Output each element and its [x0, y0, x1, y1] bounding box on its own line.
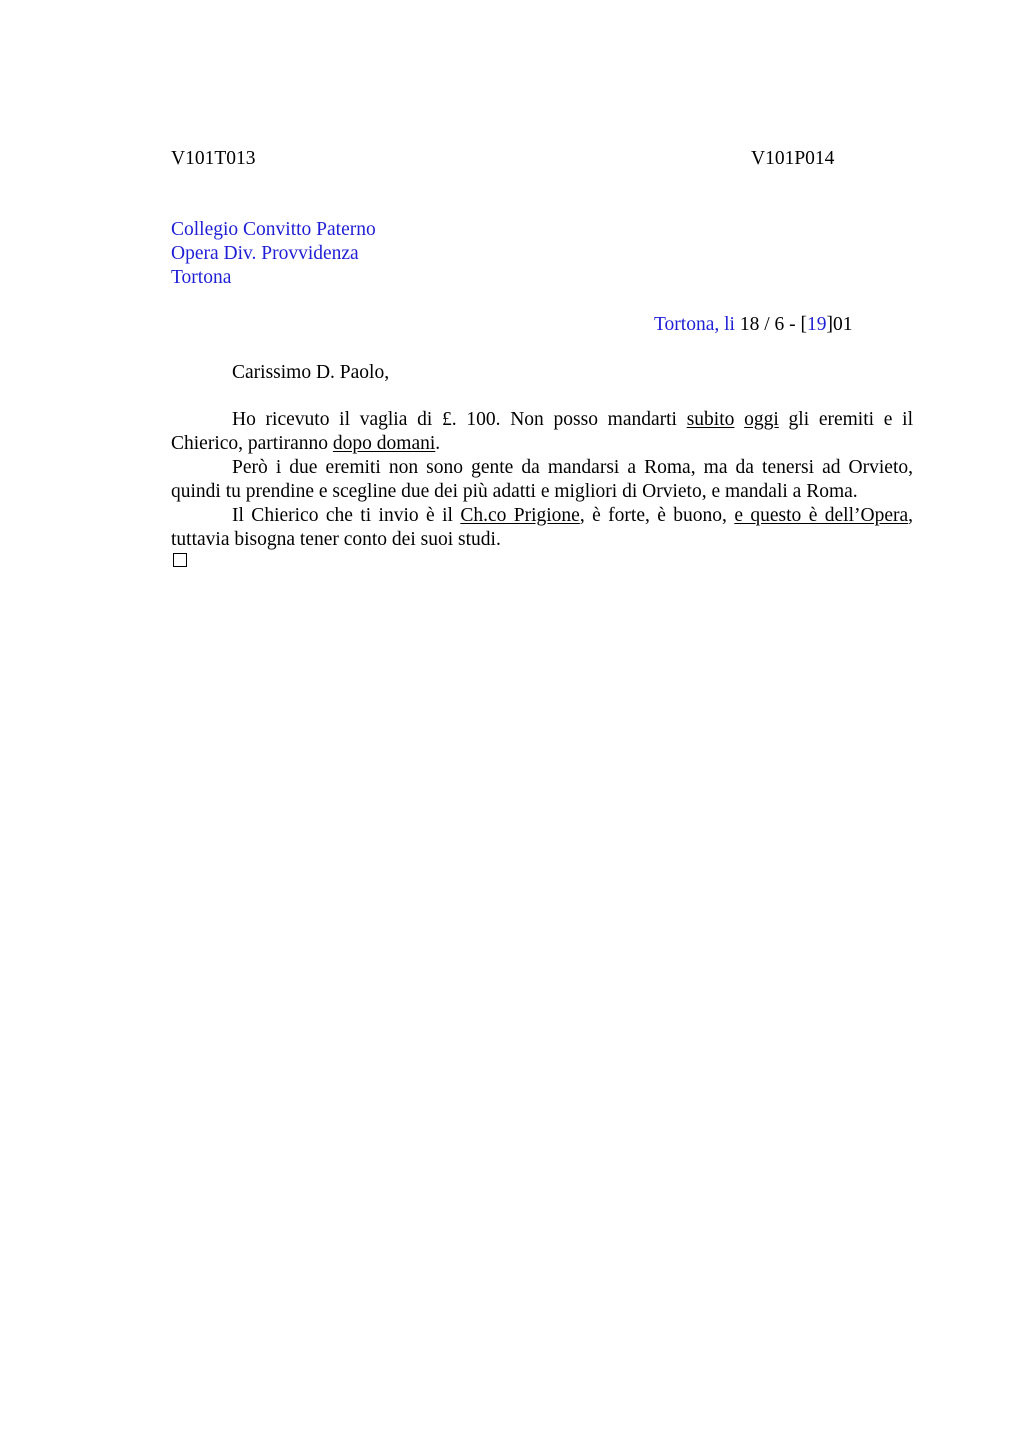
letterhead-line-2: Opera Div. Provvidenza: [171, 243, 359, 264]
dateline-date-part1: 18 / 6 - [: [734, 314, 807, 335]
p1-underlined-3: dopo domani: [332, 433, 436, 454]
salutation: Carissimo D. Paolo,: [232, 362, 390, 383]
dateline-date-part2: ]01: [826, 314, 853, 335]
p3-text-3: , tuttavia bisogna tener conto dei suoi studi.: [171, 505, 914, 550]
p1-text-3: gli eremiti e il Chierico, partiranno: [171, 409, 914, 454]
p3-underlined-1: Ch.co Prigione: [460, 505, 580, 526]
letterhead: [171, 218, 376, 290]
paragraph-2: Però i due eremiti non sono gente da mandarsi a Roma, ma da tenersi ad Orvieto, quindi tu prendine e scegline due dei più adatti e migliori di Orvieto, e mandali a Roma.: [171, 457, 913, 502]
letterhead-line-3: Tortona: [171, 267, 232, 288]
dateline: [654, 313, 852, 337]
document-code-left: V101T013: [171, 148, 256, 169]
letter-body: [171, 408, 913, 552]
paragraph-1: [171, 408, 913, 456]
p1-underlined-1: subito: [686, 409, 735, 430]
dateline-year-bracket: 19: [806, 314, 827, 335]
p3-underlined-2: e questo è dell’Opera: [734, 505, 909, 526]
p1-text-1: Ho ricevuto il vaglia di £. 100. Non posso mandarti: [232, 409, 687, 430]
p3-text-2: , è forte, è buono,: [579, 505, 735, 526]
letterhead-line-1: Collegio Convitto Paterno: [171, 219, 376, 240]
end-marker-square-icon: [173, 553, 187, 567]
p1-underlined-2: oggi: [744, 409, 779, 430]
dateline-place: Tortona, li: [654, 314, 735, 335]
p1-text-4: .: [435, 433, 441, 454]
paragraph-3: [171, 504, 913, 552]
p3-text-1: Il Chierico che ti invio è il: [232, 505, 461, 526]
document-code-right: V101P014: [751, 148, 835, 169]
p1-text-2: [734, 409, 744, 430]
